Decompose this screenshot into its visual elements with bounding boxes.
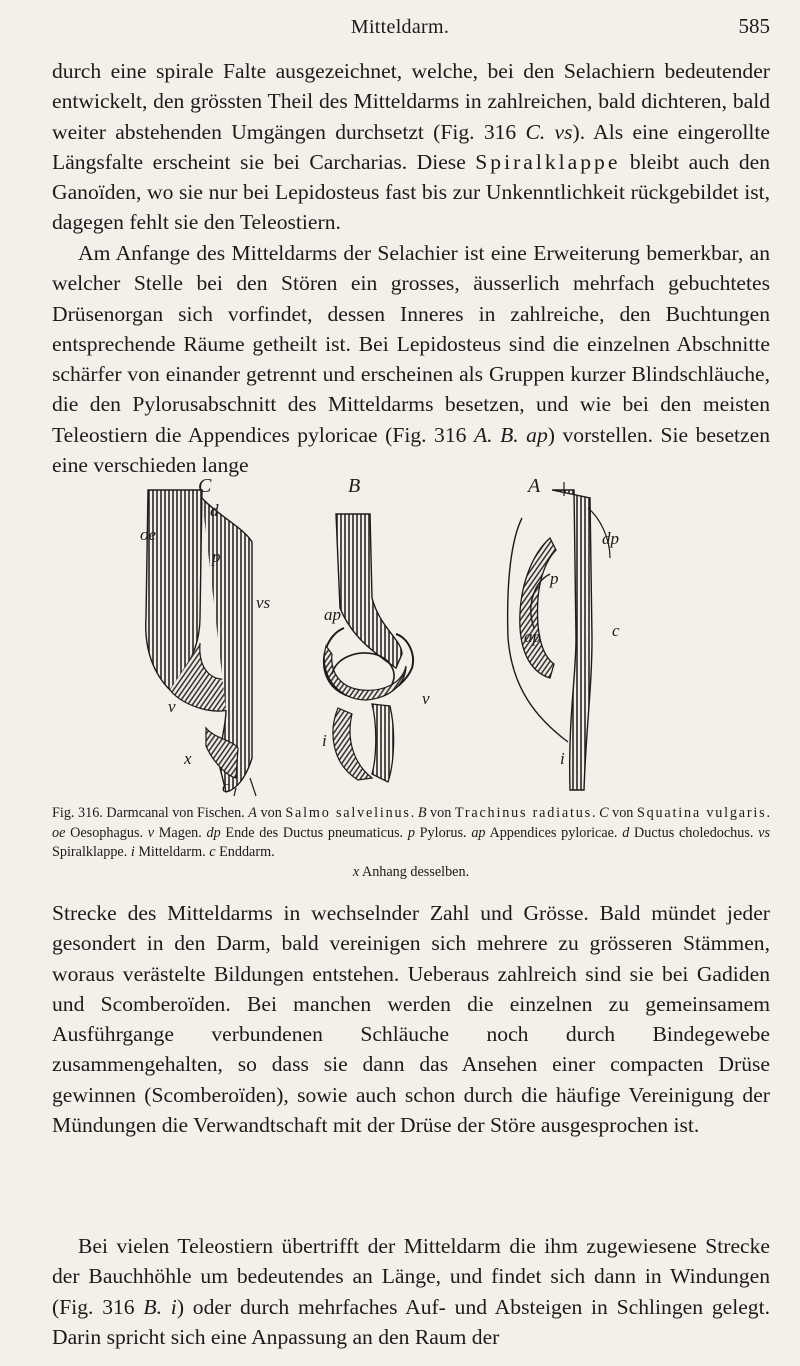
label-p-c: p (212, 547, 221, 566)
caption-text: Appendices pyloricae. (485, 824, 623, 841)
label-a: A (528, 478, 541, 497)
figure-ref: B. i (143, 1294, 177, 1319)
caption-text: von (426, 805, 455, 821)
caption-text: Anhang desselben. (359, 863, 470, 880)
label-d: d (210, 501, 219, 520)
figure-c-squatina-gut (146, 490, 256, 796)
label-b: B (348, 478, 361, 497)
caption-letter: d (622, 824, 630, 841)
text-run: ) vorstellen. Sie besetzen eine verschieden lange (52, 422, 770, 478)
label-v-c: v (168, 697, 176, 716)
caption-text: Oesophagus. (65, 824, 148, 841)
caption-text: . (410, 805, 418, 821)
figure-ref: C. vs (525, 119, 573, 144)
caption-text: . (591, 805, 600, 821)
page-number: 585 (738, 14, 770, 38)
figure-caption (52, 804, 770, 882)
text-run: ) oder durch mehrfaches Auf- und Absteigen in Schlingen gelegt. Darin spricht sich eine Anpassung an den Raum der (52, 1294, 770, 1349)
term-spiralklappe: Spiralklappe (475, 149, 621, 174)
label-p-a: p (550, 569, 559, 588)
paragraph-appendices (52, 238, 770, 480)
figure-ref: A. B. ap (473, 422, 548, 447)
label-x: x (184, 749, 192, 768)
caption-letter: oe (52, 824, 66, 841)
caption-text: Fig. 316. Darmcanal von Fischen. (52, 805, 249, 821)
caption-text: Enddarm. (215, 844, 275, 861)
caption-letter: v (147, 824, 155, 841)
paragraph-windings (52, 1231, 770, 1352)
text-run: Bei vielen Teleostiern übertrifft der Mitteldarm die ihm zugewiesene Strecke der Bauchhöhle um bedeutendes an Länge, und findet sich dann in Windungen (Fig. 316 (52, 1234, 770, 1319)
caption-text: Mitteldarm. (134, 844, 210, 861)
caption-letter: x (352, 863, 360, 880)
text-run: durch eine spirale Falte ausgezeichnet, welche, bei den Selachiern bedeutender entwickelt, den grössten Theil des Mitteldarms in zahlreichen, bald dichteren, bald weiter abstehenden Umgängen durchsetzt (Fig. 316 (52, 59, 770, 144)
caption-text: von (256, 805, 286, 821)
caption-letter: ap (471, 824, 486, 841)
caption-letter: B (417, 805, 427, 821)
caption-letter: dp (206, 824, 221, 841)
page-header (0, 14, 800, 44)
species-name: Salmo salvelinus (285, 805, 411, 821)
caption-text: Spiralklappe. (52, 844, 131, 861)
label-ap-a: ap (524, 627, 541, 646)
running-title: Mitteldarm. (350, 16, 450, 38)
caption-text: Magen. (154, 824, 207, 841)
paragraph-appendices-continued: Strecke des Mitteldarms in wechselnder Zahl und Grösse. Bald mündet jeder gesondert in den Darm, bald vereinigen sich mehrere zu grösseren Stämmen, woraus verästelte Bildungen entstehen. Ueberaus zahlreich sind sie bei Gadiden und Scomberoïden. Bei manchen werden die einzelnen zu gemeinsamem Ausführgange verbundenen Schläuche noch durch Bindegewebe zusammengehalten, so dass sie dann das Ansehen einer compacten Drüse gewinnen (Scomberoïden), sowie auch schon durch die häufige Vereinigung der Mündungen die Verwandtschaft mit der Drüse der Störe ausgesprochen ist. (52, 901, 770, 1138)
label-i-a: i (560, 749, 565, 768)
label-dp: dp (602, 529, 619, 548)
caption-text: von (608, 805, 637, 821)
label-vs: vs (256, 593, 271, 612)
caption-text: Ductus choledochus. (629, 824, 759, 841)
label-oe: oe (140, 525, 157, 544)
caption-letter: i (130, 844, 135, 861)
caption-letter: c (209, 844, 216, 861)
label-c-small: c (222, 777, 230, 796)
label-c-a: c (612, 621, 620, 640)
figure-316-illustration (140, 478, 680, 798)
caption-text: Pylorus. (414, 824, 472, 841)
intestine-engravings (140, 478, 680, 798)
caption-letter: A (248, 805, 257, 821)
label-ap-b: ap (324, 605, 341, 624)
label-v-b: v (422, 689, 430, 708)
species-name: Squatina vulgaris (636, 805, 767, 821)
text-run: ). Als eine eingerollte Längsfalte erscheint sie bei Carcharias. Diese (52, 119, 770, 174)
caption-text: Ende des Ductus pneumaticus. (220, 824, 408, 841)
caption-text: . (766, 805, 771, 821)
label-i-b: i (322, 731, 327, 750)
paragraph-spiral-valve (52, 56, 770, 238)
caption-letter: C (599, 805, 609, 821)
figure-b-trachinus-gut (324, 514, 413, 782)
text-run: Am Anfange des Mitteldarms der Selachier ist eine Erweiterung bemerkbar, an welcher Stelle bei den Stören ein grosses, äusserlich mehrfach gebuchtetes Drüsenorgan sich vorfindet, dessen Inneres in zahlreiche, den Buchtungen entsprechende Räume getheilt ist. Bei Lepidosteus sind die einzelnen Abschnitte schärfer von einander getrennt und erscheinen als Gruppen kurzer Blindschläuche, die den Pylorusabschnitt des Mitteldarms besetzen, und wie bei den meisten Teleostiern die Appendices pyloricae (Fig. 316 (52, 241, 770, 447)
species-name: Trachinus radiatus (454, 805, 592, 821)
caption-letter: p (407, 824, 415, 841)
caption-letter: vs (758, 824, 770, 841)
label-c: C (198, 478, 212, 497)
text-run: bleibt auch den Ganoïden, wo sie nur bei Lepidosteus fast bis zur Unkenntlichkeit rückgebildet ist, dagegen fehlt sie den Teleostiern. (52, 149, 771, 235)
caption-last-line (52, 863, 770, 883)
figure-a-salmo-gut (508, 482, 610, 790)
